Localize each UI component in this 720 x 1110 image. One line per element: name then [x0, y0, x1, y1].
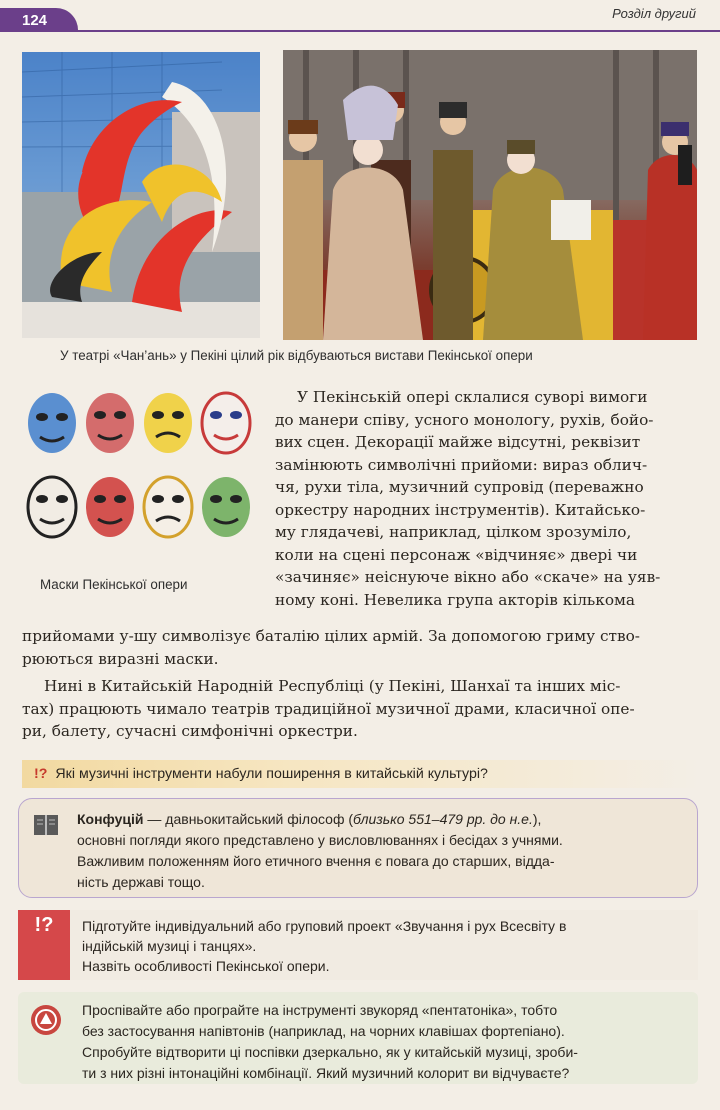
section-title: Розділ другий	[612, 6, 696, 21]
book-icon	[33, 813, 59, 837]
opera-stage-photo	[283, 50, 697, 340]
glossary-text	[77, 809, 563, 893]
text-line: до манери співу, усного монологу, рухів, бойо-	[275, 410, 654, 429]
page-header	[0, 0, 720, 36]
glossary-punct: ),	[532, 811, 542, 827]
text-line: Проспівайте або програйте на інструменті звукоряд «пентатоніка», тобто	[82, 1002, 558, 1018]
opera-masks-image	[22, 385, 258, 555]
text-line: тах) працюють чимало театрів традиційної музичної драми, класичної опе-	[22, 699, 635, 718]
photo-caption: У театрі «Чан’ань» у Пекіні цілий рік відбуваються вистави Пекінської опери	[60, 348, 533, 363]
header-rule	[60, 30, 720, 32]
text-line: основні погляди якого представлено у висловлюваннях і бесідах з учнями.	[77, 832, 563, 848]
masks-caption: Маски Пекінської опери	[40, 577, 188, 592]
text-line: рюються виразні маски.	[22, 649, 219, 668]
task-text	[82, 916, 566, 976]
text-line: «зачиняє» неіснуюче вікно або «скаче» на уяв-	[275, 568, 661, 586]
text-line: замінюють символічні прийоми: вираз облич-	[275, 455, 648, 474]
text-line: оркестру народних інструментів). Китайсько-	[275, 500, 646, 519]
sculpture-photo	[22, 52, 260, 338]
task-mark-icon: !?	[18, 910, 70, 980]
paragraph-2	[22, 675, 635, 743]
activity-box	[18, 992, 698, 1084]
text-line: му глядачеві, наприклад, цілком зрозуміло,	[275, 523, 632, 541]
text-line: Нині в Китайській Народній Республіці (у Пекіні, Шанхаї та інших міс-	[44, 677, 621, 695]
question-text: Які музичні інструменти набули поширення в китайській культурі?	[55, 766, 488, 782]
text-line: ному коні. Невелика група акторів кількома	[275, 590, 636, 609]
text-line: ність державі тощо.	[77, 874, 205, 890]
text-line: Назвіть особливості Пекінської опери.	[82, 958, 330, 974]
text-line: ти з них різні інтонаційні комбінації. Який музичний колорит ви відчуваєте?	[82, 1065, 570, 1081]
text-line: Важливим положенням його етичного вчення є повага до старших, відда-	[77, 853, 555, 869]
text-line: індійській музиці і танцях».	[82, 938, 257, 954]
question-line	[22, 760, 702, 788]
glossary-box	[18, 798, 698, 898]
task-box	[18, 910, 698, 980]
music-activity-icon	[30, 1004, 62, 1036]
text-line: Спробуйте відтворити ці поспівки дзеркально, як у китайській музиці, зроби-	[82, 1044, 578, 1060]
text-line: коли на сцені персонаж «відчиняє» двері чи	[275, 545, 638, 564]
text-line: чя, рухи тіла, музичний супровід (переважно	[275, 478, 644, 496]
activity-text	[82, 1000, 578, 1084]
text-line: ри, балету, сучасні симфонічні оркестри.	[22, 722, 358, 740]
glossary-dates: близько 551–479 рр. до н.е.	[353, 811, 533, 827]
glossary-definition: — давньокитайський філософ (	[143, 811, 354, 827]
mask-icon	[28, 393, 76, 453]
text-line: У Пекінській опері склалися суворі вимоги	[297, 388, 648, 406]
text-line: без застосування напівтонів (наприклад, на чорних клавішах фортепіано).	[82, 1023, 565, 1039]
question-mark-icon: !?	[34, 766, 48, 782]
page-number: 124	[0, 8, 78, 32]
glossary-term: Конфуцій	[77, 811, 144, 827]
text-line: прийомами у-шу символізує баталію цілих армій. За допомогою гриму ство-	[22, 627, 640, 645]
text-line: Підготуйте індивідуальний або груповий проект «Звучання і рух Всесвіту в	[82, 918, 567, 934]
text-line: вих сцен. Декорації майже відсутні, реквізит	[275, 433, 641, 451]
paragraph-1-continued	[22, 625, 640, 670]
paragraph-1	[275, 386, 660, 611]
